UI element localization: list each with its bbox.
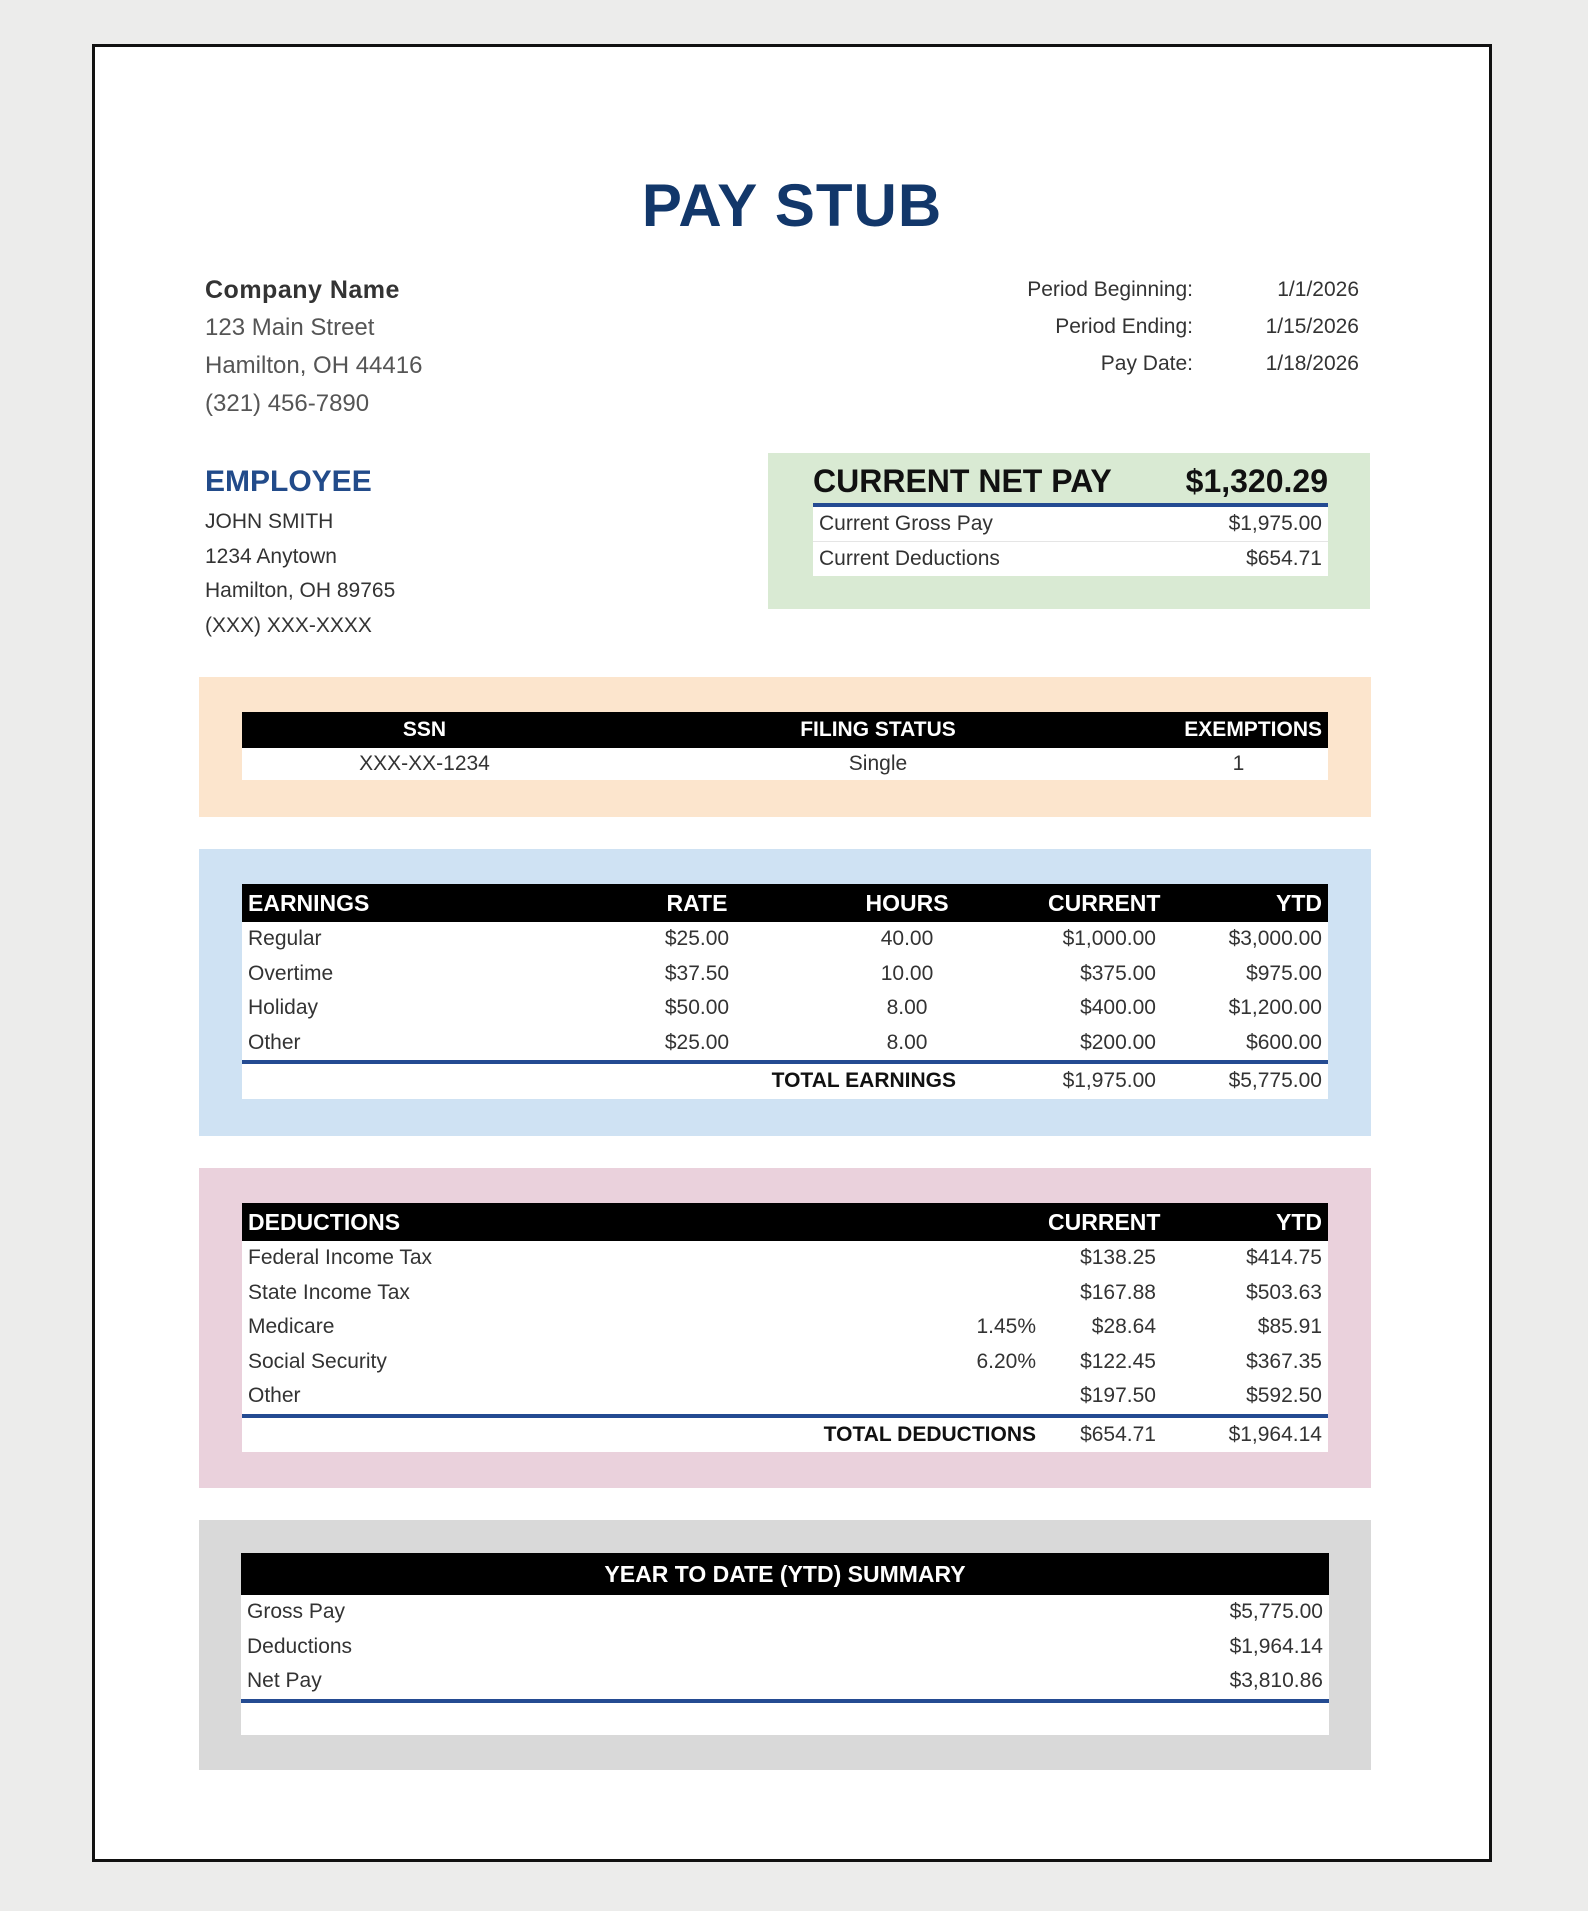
earning-type: Holiday	[248, 996, 319, 1019]
period-ending-row	[893, 308, 1359, 345]
earning-rate: $25.00	[664, 927, 730, 950]
earning-rate: $25.00	[664, 1030, 730, 1054]
gross-pay-label: Current Gross Pay	[819, 512, 993, 535]
deduction-ytd: $414.75	[1246, 1246, 1322, 1269]
table-row	[242, 1379, 1328, 1414]
earning-ytd: $3,000.00	[1228, 927, 1322, 950]
deductions-header	[242, 1203, 1328, 1241]
ytd-label: Deductions	[247, 1634, 353, 1658]
table-row	[242, 1241, 1328, 1276]
period-beginning-label: Period Beginning:	[1027, 278, 1193, 301]
ytd-summary-footer	[241, 1699, 1329, 1735]
total-deductions-label: TOTAL DEDUCTIONS	[823, 1422, 1036, 1446]
ssn-header: SSN	[402, 718, 447, 741]
employee-heading: EMPLOYEE	[205, 465, 372, 498]
total-deductions-ytd: $1,964.14	[1228, 1422, 1322, 1446]
tax-info-table	[242, 712, 1328, 780]
earning-hours: 40.00	[880, 927, 934, 950]
period-ending-value: 1/15/2026	[1265, 315, 1359, 338]
deduction-rate	[772, 1276, 1042, 1311]
deduction-current: $122.45	[1080, 1349, 1156, 1373]
hours-col-header: HOURS	[865, 890, 949, 916]
total-deductions-row	[242, 1414, 1328, 1453]
ytd-summary-heading: YEAR TO DATE (YTD) SUMMARY	[604, 1561, 966, 1587]
current-col-header: CURRENT	[1048, 890, 1161, 916]
deduction-current: $28.64	[1091, 1315, 1156, 1338]
rate-col-header: RATE	[666, 890, 728, 916]
table-row	[241, 1664, 1329, 1699]
deductions-section	[199, 1168, 1371, 1488]
tax-info-header	[242, 712, 1328, 748]
deduction-type: State Income Tax	[248, 1280, 410, 1304]
deduction-ytd: $367.35	[1246, 1349, 1322, 1373]
deduction-rate	[772, 1379, 1042, 1414]
gross-pay-value: $1,975.00	[1228, 512, 1322, 535]
period-beginning-value: 1/1/2026	[1277, 278, 1359, 301]
tax-info-row	[242, 748, 1328, 780]
pay-date-value: 1/18/2026	[1265, 352, 1359, 375]
earning-ytd: $975.00	[1246, 961, 1322, 985]
employee-city: Hamilton, OH 89765	[205, 579, 396, 602]
current-deductions-value: $654.71	[1246, 547, 1322, 570]
earning-ytd: $1,200.00	[1228, 996, 1322, 1019]
page-title: PAY STUB	[641, 172, 943, 239]
earning-current: $200.00	[1080, 1030, 1156, 1054]
earning-current: $1,000.00	[1062, 927, 1156, 950]
ytd-summary-header	[241, 1553, 1329, 1595]
deduction-rate	[772, 1241, 1042, 1276]
earning-type: Regular	[248, 927, 322, 950]
ytd-summary-section	[199, 1520, 1371, 1770]
total-earnings-ytd: $5,775.00	[1228, 1069, 1322, 1092]
earning-current: $400.00	[1080, 996, 1156, 1019]
earning-type: Other	[248, 1030, 301, 1054]
earnings-header	[242, 884, 1328, 922]
earnings-col-header: EARNINGS	[248, 890, 370, 916]
company-street: 123 Main Street	[205, 314, 375, 341]
ytd-value: $3,810.86	[1229, 1669, 1323, 1692]
total-earnings-row	[242, 1060, 1328, 1099]
company-phone: (321) 456-7890	[205, 390, 370, 417]
ytd-col-header: YTD	[1276, 1209, 1322, 1235]
ytd-value: $1,964.14	[1229, 1634, 1323, 1658]
employee-block	[205, 459, 395, 643]
exemptions-header: EXEMPTIONS	[1184, 718, 1322, 741]
deduction-ytd: $503.63	[1246, 1280, 1322, 1304]
ssn-value: XXX-XX-1234	[359, 752, 490, 775]
deduction-ytd: $85.91	[1257, 1315, 1322, 1338]
deduction-ytd: $592.50	[1246, 1384, 1322, 1407]
earnings-section	[199, 849, 1371, 1136]
period-beginning-row	[893, 271, 1359, 308]
deductions-table	[242, 1203, 1328, 1452]
net-pay-rows	[813, 507, 1328, 576]
earning-hours: 8.00	[886, 996, 928, 1019]
table-row	[242, 1345, 1328, 1380]
filing-status-value: Single	[848, 752, 908, 775]
total-deductions-current: $654.71	[1080, 1422, 1156, 1446]
pay-stub-page	[92, 44, 1492, 1862]
table-row	[242, 957, 1328, 992]
employee-phone: (XXX) XXX-XXXX	[205, 613, 372, 637]
net-pay-value: $1,320.29	[1185, 462, 1328, 499]
employee-street: 1234 Anytown	[205, 544, 337, 568]
earning-rate: $37.50	[664, 961, 730, 985]
deduction-current: $167.88	[1080, 1280, 1156, 1304]
deduction-type: Other	[248, 1384, 301, 1407]
net-pay-box	[768, 453, 1370, 609]
pay-date-row	[893, 345, 1359, 382]
ytd-col-header: YTD	[1276, 890, 1322, 916]
table-row	[242, 1310, 1328, 1345]
ytd-value: $5,775.00	[1229, 1600, 1323, 1623]
tax-info-section	[199, 677, 1371, 817]
earning-hours: 8.00	[886, 1030, 928, 1054]
exemptions-value: 1	[1232, 752, 1245, 775]
current-col-header: CURRENT	[1048, 1209, 1161, 1235]
earnings-table	[242, 884, 1328, 1099]
earning-current: $375.00	[1080, 961, 1156, 985]
gross-pay-row	[813, 507, 1328, 541]
employee-name: JOHN SMITH	[205, 510, 334, 533]
current-deductions-row	[813, 541, 1328, 576]
deduction-type: Federal Income Tax	[248, 1246, 433, 1269]
period-ending-label: Period Ending:	[1055, 315, 1193, 338]
period-block	[893, 271, 1359, 382]
pay-date-label: Pay Date:	[1100, 352, 1193, 375]
table-row	[242, 1276, 1328, 1311]
net-pay-label: CURRENT NET PAY	[813, 462, 1112, 499]
deduction-current: $197.50	[1080, 1384, 1156, 1407]
company-block	[205, 271, 422, 423]
filing-status-header: FILING STATUS	[800, 718, 956, 741]
percent-col-header	[772, 1203, 1042, 1241]
table-row	[241, 1630, 1329, 1665]
deductions-col-header: DEDUCTIONS	[248, 1209, 401, 1235]
earning-hours: 10.00	[880, 961, 934, 985]
net-pay-header	[813, 459, 1328, 507]
earning-type: Overtime	[248, 961, 334, 985]
table-row	[242, 991, 1328, 1026]
ytd-label: Net Pay	[247, 1669, 322, 1692]
total-earnings-current: $1,975.00	[1062, 1069, 1156, 1092]
deduction-type: Medicare	[248, 1315, 335, 1338]
table-row	[242, 1026, 1328, 1061]
deduction-type: Social Security	[248, 1349, 387, 1373]
deduction-rate: 6.20%	[976, 1349, 1036, 1373]
table-row	[242, 922, 1328, 957]
ytd-summary-table	[241, 1553, 1329, 1735]
earning-ytd: $600.00	[1246, 1030, 1322, 1054]
ytd-label: Gross Pay	[247, 1600, 346, 1623]
current-deductions-label: Current Deductions	[819, 547, 1000, 570]
company-name: Company Name	[205, 276, 400, 304]
total-earnings-label: TOTAL EARNINGS	[771, 1069, 956, 1092]
deduction-current: $138.25	[1080, 1246, 1156, 1269]
deduction-rate: 1.45%	[976, 1315, 1036, 1338]
earning-rate: $50.00	[664, 996, 730, 1019]
company-city: Hamilton, OH 44416	[205, 352, 423, 379]
table-row	[241, 1595, 1329, 1630]
